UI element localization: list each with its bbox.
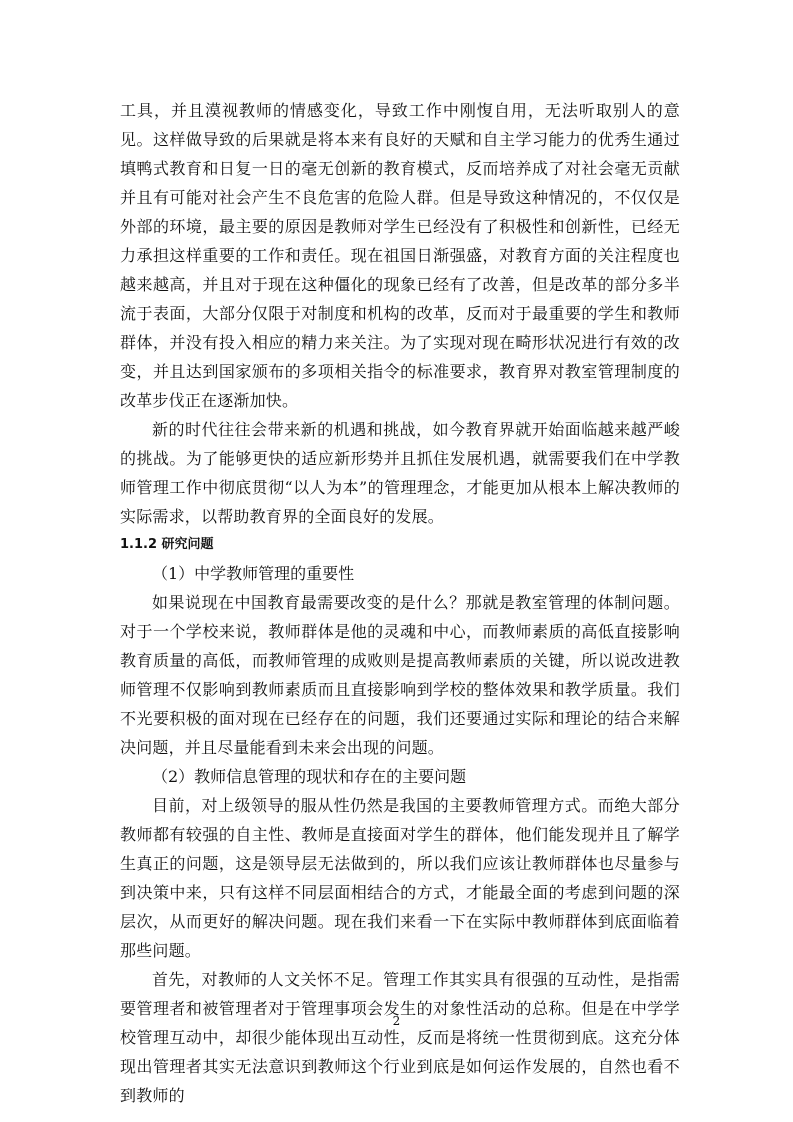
page-number: 2	[392, 1014, 401, 1028]
paragraph-new-era: 新的时代往往会带来新的机遇和挑战，如今教育界就开始面临越来越严峻的挑战。为了能够更快的适应新形势并且抓住发展机遇，就需要我们在中学教师管理工作中彻底贯彻“以人为本”的管理理念，才能更加从根本上解决教师的实际需求，以帮助教育界的全面良好的发展。	[120, 420, 680, 526]
subsection-title-2: （2）教师信息管理的现状和存在的主要问题	[152, 767, 467, 786]
paragraph-importance: 如果说现在中国教育最需要改变的是什么？那就是教室管理的体制问题。对于一个学校来说，教师群体是他的灵魂和中心，而教师素质的高低直接影响教育质量的高低，而教师管理的成败则是提高教师素质的关键，所以说改进教师管理不仅影响到教师素质而且直接影响到学校的整体效果和教学质量。我们不光要积极的面对现在已经存在的问题，我们还要通过实际和理论的结合来解决问题，并且尽量能看到未来会出现的问题。	[120, 593, 680, 757]
paragraph-continued: 工具，并且漠视教师的情感变化，导致工作中刚愎自用，无法听取别人的意见。这样做导致的后果就是将本来有良好的天赋和自主学习能力的优秀生通过填鸭式教育和日复一日的毫无创新的教育模式，反而培养成了对社会毫无贡献并且有可能对社会产生不良危害的危险人群。但是导致这种情况的，不仅仅是外部的环境，最主要的原因是教师对学生已经没有了积极性和创新性，已经无力承担这样重要的工作和责任。现在祖国日渐强盛，对教育方面的关注程度也越来越高，并且对于现在这种僵化的现象已经有了改善，但是改革的部分多半流于表面，大部分仅限于对制度和机构的改革，反而对于最重要的学生和教师群体，并没有投入相应的精力来关注。为了实现对现在畸形状况进行有效的改变，并且达到国家颁布的多项相关指令的标准要求，教育界对教室管理制度的改革步伐正在逐渐加快。	[120, 101, 680, 410]
paragraph-current-status: 目前，对上级领导的服从性仍然是我国的主要教师管理方式。而绝大部分教师都有较强的自主性、教师是直接面对学生的群体，他们能发现并且了解学生真正的问题，这是领导层无法做到的，所以我们应该让教师群体也尽量参与到决策中来，只有这样不同层面相结合的方式，才能最全面的考虑到问题的深层次，从而更好的解决问题。现在我们来看一下在实际中教师群体到底面临着那些问题。	[120, 796, 680, 960]
section-heading: 1.1.2 研究问题	[120, 537, 214, 552]
document-body	[120, 96, 680, 1110]
subsection-title-1: （1）中学教师管理的重要性	[152, 564, 355, 583]
paragraph-first: 首先，对教师的人文关怀不足。管理工作其实具有很强的互动性，是指需要管理者和被管理者对于管理事项会发生的对象性活动的总称。但是在中学学校管理互动中，却很少能体现出互动性，反而是将统一性贯彻到底。这充分体现出管理者其实无法意识到教师这个行业到底是如何运作发展的，自然也看不到教师的	[120, 970, 680, 1105]
